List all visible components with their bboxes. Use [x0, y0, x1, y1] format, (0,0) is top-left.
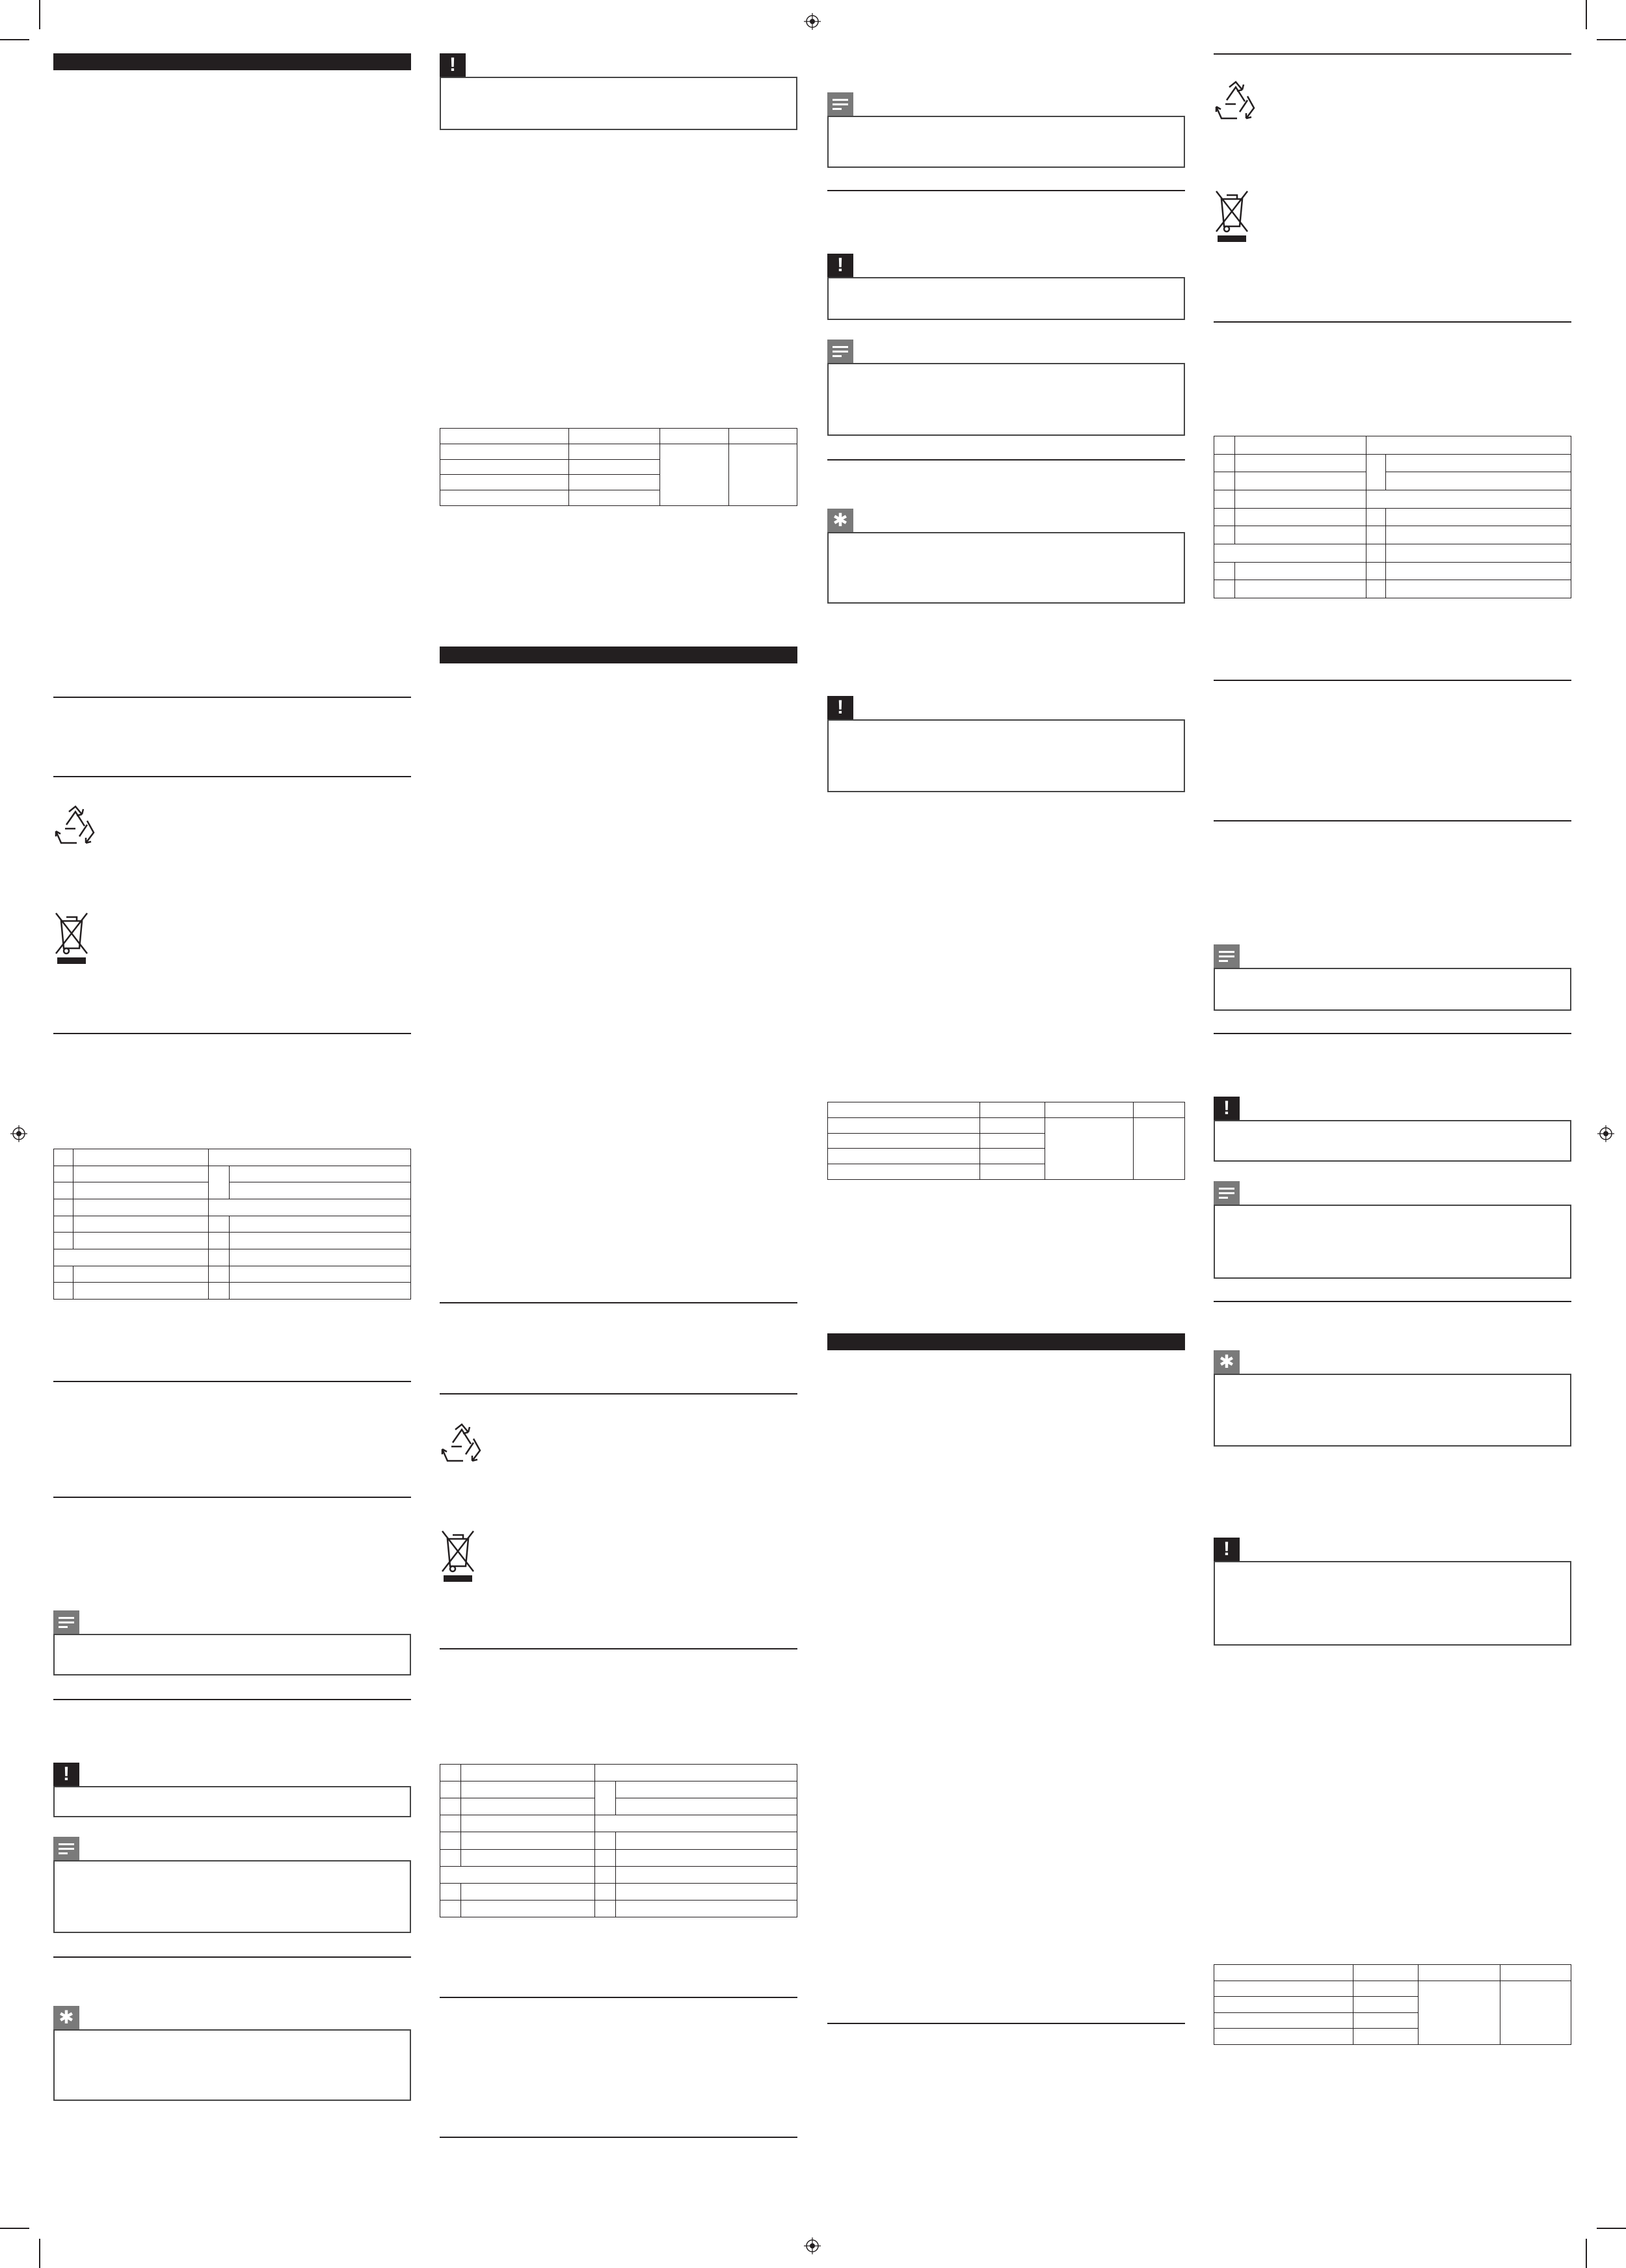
- tip-box: [827, 532, 1185, 604]
- caution-box: [1214, 1561, 1571, 1646]
- note-box: [1214, 968, 1571, 1011]
- note-box: [827, 363, 1185, 436]
- crossed-bin-icon: [53, 911, 90, 965]
- tip-icon: [53, 2006, 79, 2029]
- caution-box: [827, 719, 1185, 792]
- section-divider: [827, 2023, 1185, 2024]
- section-divider: [440, 1997, 797, 1998]
- recycle-icon: [440, 1423, 484, 1465]
- caution-icon: [1214, 1538, 1240, 1561]
- section-divider: [1214, 820, 1571, 821]
- caution-icon: [827, 696, 853, 719]
- section-title-bar: [53, 53, 411, 70]
- section-divider: [440, 1302, 797, 1303]
- parts-table: [1214, 436, 1571, 598]
- section-divider: [1214, 1301, 1571, 1302]
- tip-icon: [1214, 1350, 1240, 1374]
- section-divider: [440, 1393, 797, 1394]
- section-divider: [53, 776, 411, 777]
- registration-mark-icon: [804, 2237, 821, 2254]
- tip-box: [1214, 1374, 1571, 1447]
- recycle-icon: [53, 805, 98, 847]
- section-divider: [53, 1381, 411, 1382]
- section-divider: [1214, 53, 1571, 55]
- section-divider: [440, 1648, 797, 1649]
- section-divider: [53, 1033, 411, 1034]
- caution-box: [53, 1786, 411, 1817]
- recycle-icon: [1214, 81, 1258, 122]
- tip-icon: [827, 509, 853, 532]
- specs-table: [440, 428, 797, 506]
- section-divider: [53, 1497, 411, 1498]
- section-divider: [827, 190, 1185, 191]
- specs-table: [1214, 1964, 1571, 2045]
- note-box: [53, 1634, 411, 1675]
- caution-box: [827, 277, 1185, 320]
- note-icon: [53, 1837, 79, 1860]
- specs-table: [827, 1102, 1185, 1180]
- registration-mark-icon: [10, 1125, 27, 1142]
- parts-table: [440, 1764, 797, 1917]
- note-icon: [827, 340, 853, 363]
- section-divider: [1214, 321, 1571, 323]
- section-divider: [53, 697, 411, 698]
- caution-icon: [827, 254, 853, 277]
- note-box: [827, 116, 1185, 168]
- note-icon: [53, 1610, 79, 1634]
- section-title-bar: [440, 647, 797, 663]
- note-icon: [1214, 944, 1240, 968]
- registration-mark-icon: [1597, 1125, 1614, 1142]
- tip-box: [53, 2029, 411, 2101]
- section-divider: [1214, 680, 1571, 681]
- caution-icon: [1214, 1097, 1240, 1120]
- section-divider: [53, 1956, 411, 1958]
- crossed-bin-icon: [1214, 189, 1250, 243]
- section-title-bar: [827, 1333, 1185, 1350]
- registration-mark-icon: [804, 13, 821, 30]
- section-divider: [827, 459, 1185, 460]
- note-icon: [827, 92, 853, 116]
- note-box: [53, 1860, 411, 1933]
- caution-box: [1214, 1120, 1571, 1162]
- section-divider: [1214, 1033, 1571, 1034]
- section-divider: [53, 1699, 411, 1700]
- caution-icon: [53, 1763, 79, 1786]
- crossed-bin-icon: [440, 1528, 476, 1583]
- note-box: [1214, 1205, 1571, 1279]
- caution-box: [440, 77, 797, 130]
- caution-icon: [440, 53, 466, 77]
- note-icon: [1214, 1181, 1240, 1205]
- parts-table: [53, 1149, 411, 1300]
- section-divider: [440, 2137, 797, 2138]
